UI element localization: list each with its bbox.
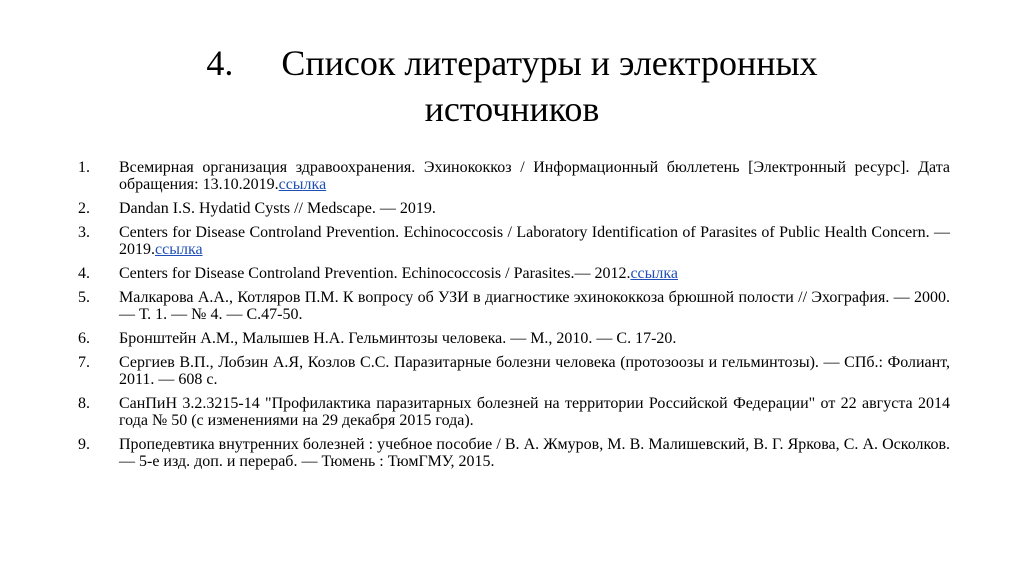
reference-number: 2. (78, 200, 90, 217)
reference-text-block (119, 289, 950, 323)
reference-list (78, 159, 950, 477)
reference-text: Всемирная организация здравоохранения. Эхинококкоз / Информационный бюллетень [Электронный ресурс]. Дата обращения: 13.10.2019. (119, 159, 950, 193)
reference-item-1 (78, 159, 950, 193)
section-number: 4. (206, 43, 234, 83)
reference-number: 7. (78, 354, 90, 371)
reference-text-block (119, 330, 950, 347)
reference-item-2 (78, 200, 950, 217)
reference-item-7 (78, 354, 950, 388)
reference-item-4 (78, 265, 950, 282)
reference-text-block (119, 265, 950, 282)
reference-text-block (119, 436, 950, 470)
reference-number: 9. (78, 436, 90, 453)
title-text-line-1: Список литературы и электронных (281, 43, 818, 83)
reference-text-block (119, 395, 950, 429)
reference-number: 5. (78, 289, 90, 306)
reference-text-block (119, 200, 950, 217)
reference-text-block (119, 159, 950, 193)
reference-link[interactable]: ссылка (155, 241, 203, 258)
reference-number: 3. (78, 224, 90, 241)
reference-link[interactable]: ссылка (278, 176, 327, 193)
reference-text: Сергиев В.П., Лобзин А.Я, Козлов С.С. Паразитарные болезни человека (протозоозы и гельминтозы). — СПб.: Фолиант, 2011. — 608 с. (119, 354, 950, 388)
reference-text: Малкарова А.А., Котляров П.М. К вопросу об УЗИ в диагностике эхинококкоза брюшной полости // Эхография. — 2000. — Т. 1. — № 4. — С.47-50. (119, 289, 950, 323)
reference-text: Пропедевтика внутренних болезней : учебное пособие / В. А. Жмуров, М. В. Малишевский, В. Г. Яркова, С. А. Осколков. — 5-е изд. доп. и перераб. — Тюмень : ТюмГМУ, 2015. (119, 436, 950, 470)
title-line-2: источников (424, 89, 600, 129)
reference-text: Centers for Disease Controland Prevention. Echinococcosis / Parasites.— 2012. (119, 265, 631, 282)
title-line-1 (0, 40, 1024, 86)
reference-text: СанПиН 3.2.3215-14 "Профилактика паразитарных болезней на территории Российской Федерации" от 22 августа 2014 года № 50 (с изменениями на 29 декабря 2015 года). (119, 395, 950, 429)
reference-text-block (119, 224, 950, 258)
reference-item-5 (78, 289, 950, 323)
reference-number: 8. (78, 395, 90, 412)
reference-text: Бронштейн А.М., Малышев Н.А. Гельминтозы человека. — М., 2010. — С. 17-20. (119, 330, 677, 347)
reference-item-8 (78, 395, 950, 429)
reference-item-9 (78, 436, 950, 470)
reference-text-block (119, 354, 950, 388)
reference-number: 4. (78, 265, 90, 282)
reference-item-6 (78, 330, 950, 347)
reference-number: 1. (78, 159, 90, 176)
reference-link[interactable]: ссылка (630, 265, 679, 282)
page-title (0, 40, 1024, 132)
reference-text: Centers for Disease Controland Prevention. Echinococcosis / Laboratory Identification of Parasites of Public Health Concern. — 2019. (119, 224, 950, 258)
reference-text: Dandan I.S. Hydatid Cysts // Medscape. — 2019. (119, 200, 436, 217)
reference-number: 6. (78, 330, 90, 347)
reference-item-3 (78, 224, 950, 258)
